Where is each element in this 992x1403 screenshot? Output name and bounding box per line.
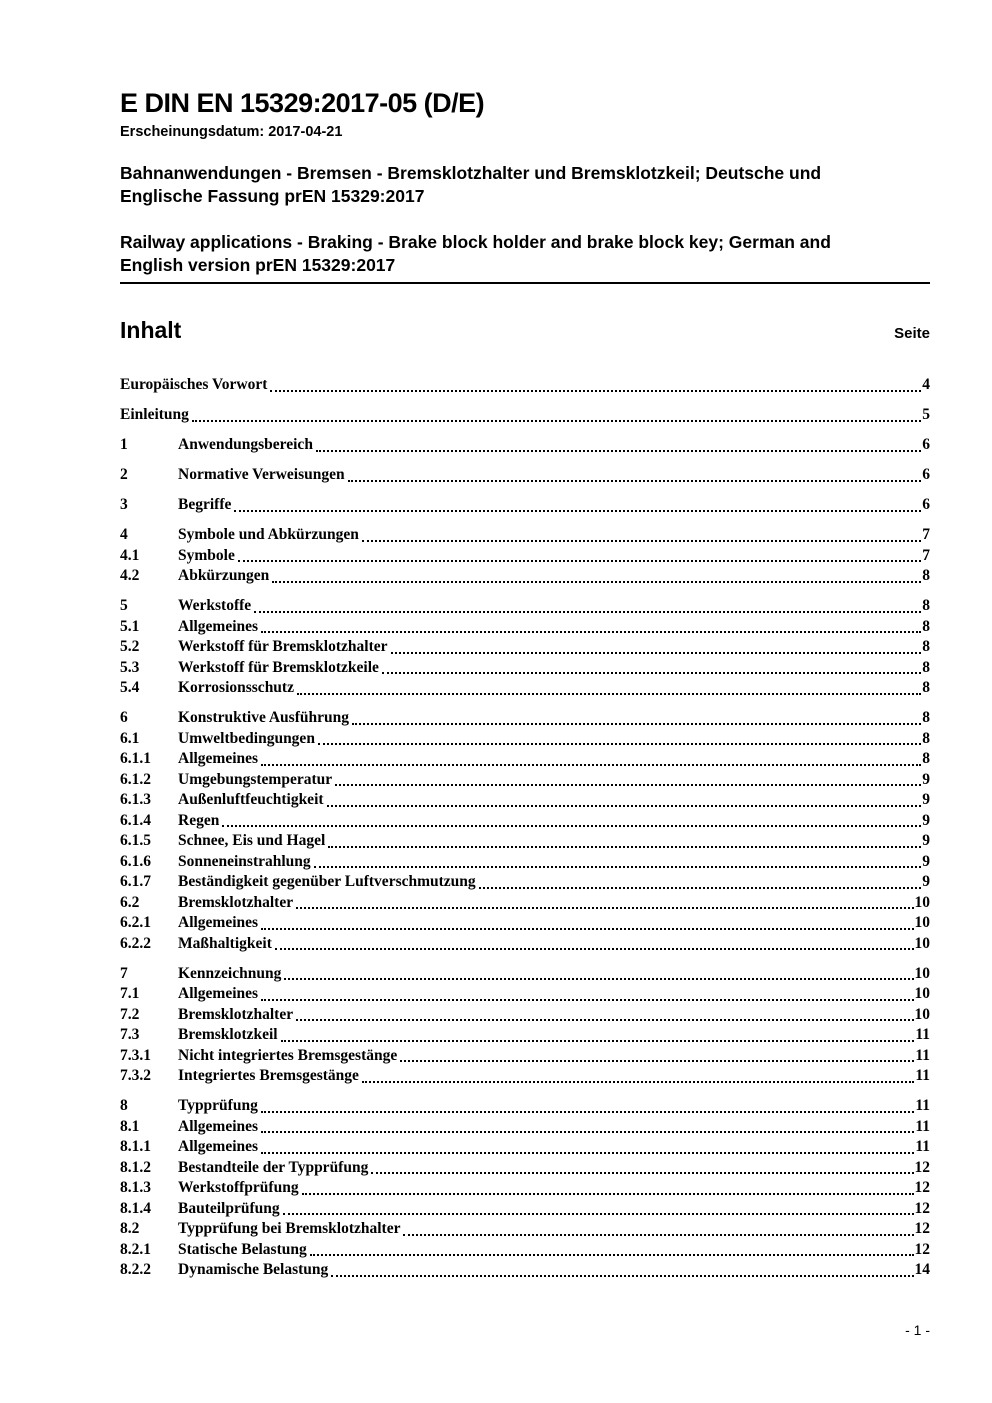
toc-entry-number: 8.2 <box>120 1220 140 1237</box>
toc-leader-dots <box>261 928 913 930</box>
toc-entry <box>120 1199 930 1220</box>
toc-entry-page: 12 <box>914 1199 930 1217</box>
toc-entry <box>120 465 930 486</box>
toc-entry-label: Bremsklotzhalter <box>178 893 294 911</box>
toc-entry <box>120 984 930 1005</box>
toc-entry <box>120 831 930 852</box>
toc-leader-dots <box>362 540 921 542</box>
toc-entry-number: 6.1.5 <box>120 832 151 849</box>
toc-entry-page: 11 <box>915 1067 930 1084</box>
toc-entry-page: 8 <box>922 658 930 676</box>
toc-entry-number: 8.1.3 <box>120 1179 151 1196</box>
toc-entry-number: 5.2 <box>120 638 140 655</box>
toc-leader-dots <box>254 611 921 613</box>
toc-leader-dots <box>272 581 921 583</box>
toc-leader-dots <box>261 1152 914 1154</box>
toc-entry-number: 6.1.4 <box>120 811 151 829</box>
toc-leader-dots <box>362 1081 914 1083</box>
toc-leader-dots <box>275 948 914 950</box>
title-german-line-1: Bahnanwendungen - Bremsen - Bremsklotzhalter und Bremsklotzkeil; Deutsche und <box>120 163 822 183</box>
toc-entry-label: Begriffe <box>178 496 232 513</box>
toc-entry-label: Umgebungstemperatur <box>178 770 333 788</box>
toc-entry-page: 6 <box>922 436 930 453</box>
title-divider <box>120 282 930 284</box>
toc-leader-dots <box>371 1172 913 1174</box>
toc-entry-label: Typprüfung bei Bremsklotzhalter <box>178 1220 401 1237</box>
toc-leader-dots <box>310 1254 914 1256</box>
toc-entry-page: 11 <box>915 1046 930 1064</box>
toc-leader-dots <box>283 1213 914 1215</box>
toc-entry-page: 10 <box>914 985 930 1002</box>
toc-entry-label: Symbole <box>178 546 235 564</box>
toc-leader-dots <box>479 887 922 889</box>
toc-entry-label: Einleitung <box>120 406 189 423</box>
toc-entry <box>120 1025 930 1046</box>
toc-entry-label: Allgemeines <box>178 750 259 767</box>
toc-entry-label: Anwendungsbereich <box>178 436 313 453</box>
toc-entry-label: Allgemeines <box>178 985 259 1002</box>
toc-group <box>120 708 930 954</box>
toc-entry-label: Außenluftfeuchtigkeit <box>178 791 324 808</box>
toc-entry-number: 8.2.2 <box>120 1261 151 1278</box>
toc-entry-label: Bremsklotzkeil <box>178 1026 278 1043</box>
toc-entry <box>120 678 930 699</box>
toc-entry-page: 10 <box>914 914 930 931</box>
toc-entry-page: 14 <box>914 1261 930 1278</box>
toc-entry-page: 9 <box>922 852 930 870</box>
toc-entry-page: 8 <box>922 638 930 655</box>
toc-leader-dots <box>348 480 922 482</box>
toc-leader-dots <box>281 1040 915 1042</box>
toc-entry <box>120 566 930 587</box>
toc-entry <box>120 811 930 832</box>
toc-entry-page: 5 <box>922 406 930 423</box>
toc-entry <box>120 1046 930 1067</box>
toc-entry-number: 4.2 <box>120 567 140 584</box>
toc-entry-label: Bauteilprüfung <box>178 1199 280 1217</box>
toc-entry-label: Symbole und Abkürzungen <box>178 526 359 543</box>
title-english-line-2: English version prEN 15329:2017 <box>120 255 396 275</box>
toc-entry-number: 7.3.1 <box>120 1046 151 1064</box>
toc-entry-number: 5.1 <box>120 617 140 635</box>
toc-entry-label: Konstruktive Ausführung <box>178 709 349 726</box>
toc-entry <box>120 525 930 546</box>
toc-entry-page: 8 <box>922 729 930 747</box>
toc-entry-page: 11 <box>915 1138 930 1155</box>
toc-entry <box>120 790 930 811</box>
toc-entry-page: 4 <box>922 376 930 393</box>
toc-entry-page: 8 <box>922 567 930 584</box>
toc-entry-number: 8.2.1 <box>120 1240 151 1258</box>
toc-entry-number: 7.3 <box>120 1026 140 1043</box>
toc-entry-page: 7 <box>922 546 930 564</box>
toc-entry-label: Beständigkeit gegenüber Luftverschmutzung <box>178 873 476 890</box>
toc-leader-dots <box>261 764 921 766</box>
toc-entry-page: 9 <box>922 832 930 849</box>
toc-entry-page: 11 <box>915 1097 930 1114</box>
toc-entry <box>120 1240 930 1261</box>
toc-entry <box>120 546 930 567</box>
toc-entry <box>120 495 930 516</box>
toc-entry-page: 8 <box>922 709 930 726</box>
toc-entry <box>120 934 930 955</box>
toc-entry-page: 9 <box>922 873 930 890</box>
toc-entry-label: Allgemeines <box>178 1138 259 1155</box>
toc-entry <box>120 1178 930 1199</box>
toc-entry-label: Abkürzungen <box>178 567 270 584</box>
toc-group <box>120 375 930 396</box>
toc-entry-label: Werkstoff für Bremsklotzkeile <box>178 658 379 676</box>
toc-entry <box>120 893 930 914</box>
toc-leader-dots <box>261 1131 914 1133</box>
toc-entry-label: Dynamische Belastung <box>178 1261 329 1278</box>
toc-leader-dots <box>328 846 921 848</box>
toc-group <box>120 964 930 1087</box>
toc-entry-page: 11 <box>915 1026 930 1043</box>
toc-entry-label: Typprüfung <box>178 1097 258 1114</box>
toc-entry-label: Bestandteile der Typprüfung <box>178 1158 369 1176</box>
toc-leader-dots <box>400 1060 914 1062</box>
toc-group <box>120 596 930 699</box>
toc-entry <box>120 617 930 638</box>
toc-leader-dots <box>391 652 922 654</box>
toc-entry-page: 8 <box>922 750 930 767</box>
toc-leader-dots <box>261 999 913 1001</box>
toc-entry-page: 9 <box>922 770 930 788</box>
toc-leader-dots <box>318 743 921 745</box>
toc-leader-dots <box>316 450 921 452</box>
toc-entry-number: 5.3 <box>120 658 140 676</box>
toc-leader-dots <box>296 1019 913 1021</box>
toc-entry <box>120 852 930 873</box>
toc-entry-number: 8.1 <box>120 1117 140 1135</box>
toc-entry-number: 4 <box>120 526 128 543</box>
toc-entry-page: 7 <box>922 526 930 543</box>
toc-entry <box>120 1137 930 1158</box>
toc-entry-number: 5 <box>120 597 128 614</box>
title-english-line-1: Railway applications - Braking - Brake block holder and brake block key; German and <box>120 232 831 252</box>
toc-entry <box>120 1096 930 1117</box>
toc-entry-number: 6.1.7 <box>120 873 151 890</box>
toc-entry-number: 6.1.6 <box>120 852 151 870</box>
toc-leader-dots <box>261 1111 915 1113</box>
toc-entry <box>120 435 930 456</box>
toc-entry-number: 6 <box>120 709 128 726</box>
contents-header <box>120 317 930 344</box>
toc-entry <box>120 637 930 658</box>
toc-entry-number: 8.1.1 <box>120 1138 151 1155</box>
toc-group <box>120 435 930 456</box>
toc-entry-page: 6 <box>922 496 930 513</box>
toc-entry-number: 6.1 <box>120 729 140 747</box>
toc-entry <box>120 872 930 893</box>
toc-entry-number: 6.1.2 <box>120 770 151 788</box>
toc-entry <box>120 729 930 750</box>
toc-entry-page: 10 <box>914 893 930 911</box>
toc-leader-dots <box>238 560 921 562</box>
toc-entry-page: 12 <box>914 1220 930 1237</box>
toc-entry-label: Normative Verweisungen <box>178 466 345 483</box>
toc-leader-dots <box>297 693 921 695</box>
toc-entry-number: 6.1.1 <box>120 750 151 767</box>
toc-leader-dots <box>331 1275 913 1277</box>
toc-entry-label: Umweltbedingungen <box>178 729 315 747</box>
toc-entry-label: Schnee, Eis und Hagel <box>178 832 326 849</box>
toc-entry-label: Korrosionsschutz <box>178 679 294 696</box>
toc-entry-label: Integriertes Bremsgestänge <box>178 1067 359 1084</box>
toc-leader-dots <box>403 1234 913 1236</box>
toc-entry-label: Maßhaltigkeit <box>178 934 272 952</box>
toc-entry <box>120 708 930 729</box>
toc-entry-label: Werkstoff für Bremsklotzhalter <box>178 638 388 655</box>
toc-entry-label: Allgemeines <box>178 617 259 635</box>
toc-entry-number: 8.1.2 <box>120 1158 151 1176</box>
toc-leader-dots <box>314 866 922 868</box>
toc-entry <box>120 1005 930 1026</box>
toc-entry <box>120 1066 930 1087</box>
toc-entry-label: Regen <box>178 811 220 829</box>
toc-entry-number: 8 <box>120 1097 128 1114</box>
toc-list <box>120 375 930 1281</box>
contents-heading: Inhalt <box>120 317 182 343</box>
toc-leader-dots <box>327 805 922 807</box>
toc-group <box>120 1096 930 1281</box>
toc-entry <box>120 375 930 396</box>
toc-leader-dots <box>302 1193 914 1195</box>
toc-entry <box>120 1158 930 1179</box>
toc-entry-page: 10 <box>914 1005 930 1023</box>
toc-entry-page: 12 <box>914 1240 930 1258</box>
toc-entry-page: 9 <box>922 791 930 808</box>
toc-leader-dots <box>335 784 921 786</box>
toc-entry-number: 6.2 <box>120 893 140 911</box>
toc-entry <box>120 964 930 985</box>
toc-entry-page: 10 <box>914 934 930 952</box>
toc-entry-page: 8 <box>922 617 930 635</box>
toc-entry-number: 1 <box>120 436 128 453</box>
toc-entry-number: 6.1.3 <box>120 791 151 808</box>
toc-entry <box>120 1260 930 1281</box>
toc-entry-page: 8 <box>922 597 930 614</box>
toc-entry-number: 7.3.2 <box>120 1067 151 1084</box>
toc-entry-number: 7.2 <box>120 1005 140 1023</box>
document-title-german <box>120 162 930 208</box>
toc-entry-number: 7.1 <box>120 985 140 1002</box>
toc-entry-label: Allgemeines <box>178 914 259 931</box>
page-column-label: Seite <box>894 325 930 342</box>
toc-entry <box>120 596 930 617</box>
toc-leader-dots <box>222 825 921 827</box>
toc-entry-page: 8 <box>922 679 930 696</box>
toc-leader-dots <box>284 978 913 980</box>
toc-entry-label: Europäisches Vorwort <box>120 376 268 393</box>
toc-entry-page: 6 <box>922 466 930 483</box>
toc-group <box>120 465 930 486</box>
toc-group <box>120 525 930 587</box>
title-german-line-2: Englische Fassung prEN 15329:2017 <box>120 186 425 206</box>
toc-entry-page: 9 <box>922 811 930 829</box>
toc-entry-page: 11 <box>915 1117 930 1135</box>
toc-leader-dots <box>382 672 921 674</box>
toc-leader-dots <box>192 420 921 422</box>
toc-entry-page: 10 <box>914 964 930 982</box>
toc-entry <box>120 405 930 426</box>
toc-entry-label: Bremsklotzhalter <box>178 1005 294 1023</box>
footer-page-number: - 1 - <box>905 1322 930 1338</box>
publication-date: Erscheinungsdatum: 2017-04-21 <box>120 124 343 140</box>
toc-entry-label: Werkstoffe <box>178 597 252 614</box>
toc-leader-dots <box>234 510 921 512</box>
toc-entry-label: Statische Belastung <box>178 1240 307 1258</box>
toc-group <box>120 405 930 426</box>
toc-entry-number: 3 <box>120 496 128 513</box>
toc-entry <box>120 913 930 934</box>
toc-entry-label: Kennzeichnung <box>178 964 282 982</box>
toc-entry <box>120 770 930 791</box>
toc-entry-page: 12 <box>914 1179 930 1196</box>
toc-entry <box>120 1219 930 1240</box>
toc-entry-number: 6.2.1 <box>120 914 151 931</box>
toc-leader-dots <box>261 631 921 633</box>
document-number: E DIN EN 15329:2017-05 (D/E) <box>120 88 485 118</box>
toc-entry-label: Allgemeines <box>178 1117 259 1135</box>
toc-entry-page: 12 <box>914 1158 930 1176</box>
toc-entry <box>120 749 930 770</box>
toc-entry-label: Nicht integriertes Bremsgestänge <box>178 1046 398 1064</box>
toc-group <box>120 495 930 516</box>
toc-entry-number: 2 <box>120 466 128 483</box>
toc-entry <box>120 658 930 679</box>
toc-entry-number: 8.1.4 <box>120 1199 151 1217</box>
toc-entry <box>120 1117 930 1138</box>
toc-leader-dots <box>352 723 921 725</box>
toc-entry-number: 5.4 <box>120 679 140 696</box>
toc-leader-dots <box>296 907 913 909</box>
toc-entry-number: 4.1 <box>120 546 140 564</box>
toc-entry-label: Sonneneinstrahlung <box>178 852 311 870</box>
toc-entry-label: Werkstoffprüfung <box>178 1179 299 1196</box>
document-title-english <box>120 231 930 277</box>
toc-entry-number: 7 <box>120 964 128 982</box>
toc-leader-dots <box>270 390 921 392</box>
toc-entry-number: 6.2.2 <box>120 934 151 952</box>
